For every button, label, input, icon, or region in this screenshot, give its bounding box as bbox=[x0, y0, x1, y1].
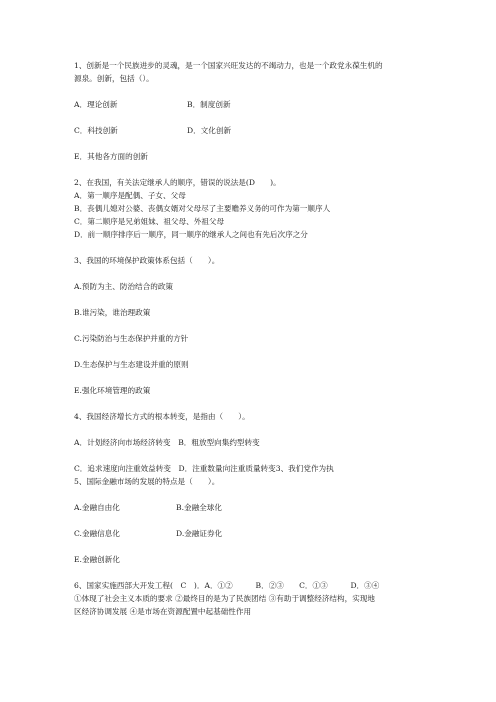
q2-option-a: A．第一顺序是配偶、子女、父母 bbox=[74, 191, 186, 200]
q3-option-c: C.污染防治与生态保护并重的方针 bbox=[74, 334, 189, 343]
q4-options-cd: C．追求速度向注重效益转变 D．注重数量向注重质量转变3、我们党作为执 bbox=[74, 464, 334, 473]
q6-stem: 6、国家实施西部大开发工程( C )．A．①② B．②③ C．①③ D．③④ bbox=[74, 581, 380, 590]
q1-option-b: B．制度创新 bbox=[187, 100, 231, 109]
q5-option-c: C.金融信息化 bbox=[74, 529, 120, 538]
q3-option-b: B.谁污染，谁治理政策 bbox=[74, 308, 151, 317]
q3-option-d: D.生态保护与生态建设并重的原则 bbox=[74, 360, 189, 369]
q1-option-e: E．其他各方面的创新 bbox=[74, 152, 148, 161]
q6-detail-line2: 区经济协调发展 ④是市场在资源配置中起基础性作用 bbox=[74, 607, 252, 616]
q4-stem: 4、我国经济增长方式的根本转变，是指由（ ）。 bbox=[74, 412, 250, 421]
q3-option-e: E.强化环境管理的政策 bbox=[74, 386, 151, 395]
q5-option-d: D.金融证券化 bbox=[176, 529, 223, 538]
q2-option-d: D．前一顺序排序后一顺序，同一顺序的继承人之间也有先后次序之分 bbox=[74, 230, 308, 239]
q5-option-e: E.金融创新化 bbox=[74, 555, 120, 564]
q2-stem: 2、在我国，有关法定继承人的顺序，错误的说法是(D )。 bbox=[74, 178, 281, 187]
q6-detail-line1: ①体现了社会主义本质的要求 ②最终目的是为了民族团结 ③有助于调整经济结构，实现地 bbox=[74, 594, 375, 603]
q3-stem: 3、我国的环境保护政策体系包括（ ）。 bbox=[74, 256, 220, 265]
q3-option-a: A.预防为主、防治结合的政策 bbox=[74, 282, 174, 291]
q5-option-a: A.金融自由化 bbox=[74, 503, 120, 512]
q1-option-a: A．理论创新 bbox=[74, 100, 118, 109]
q4-options-ab: A．计划经济向市场经济转变 B．粗放型向集约型转变 bbox=[74, 438, 260, 447]
q5-stem: 5、国际金融市场的发展的特点是（ ）。 bbox=[74, 477, 220, 486]
q5-option-b: B.金融全球化 bbox=[176, 503, 222, 512]
q1-option-d: D．文化创新 bbox=[187, 126, 232, 135]
q1-stem-line1: 1、创新是一个民族进步的灵魂，是一个国家兴旺发达的不竭动力，也是一个政党永葆生机的 bbox=[74, 61, 383, 70]
q2-option-b: B．丧偶儿媳对公婆、丧偶女婿对父母尽了主要赡养义务的可作为第一顺序人 bbox=[74, 204, 331, 213]
q2-option-c: C．第二顺序是兄弟姐妹、祖父母、外祖父母 bbox=[74, 217, 225, 226]
q1-option-c: C．科技创新 bbox=[74, 126, 118, 135]
q1-stem-line2: 源泉。创新，包括（）。 bbox=[74, 74, 154, 83]
